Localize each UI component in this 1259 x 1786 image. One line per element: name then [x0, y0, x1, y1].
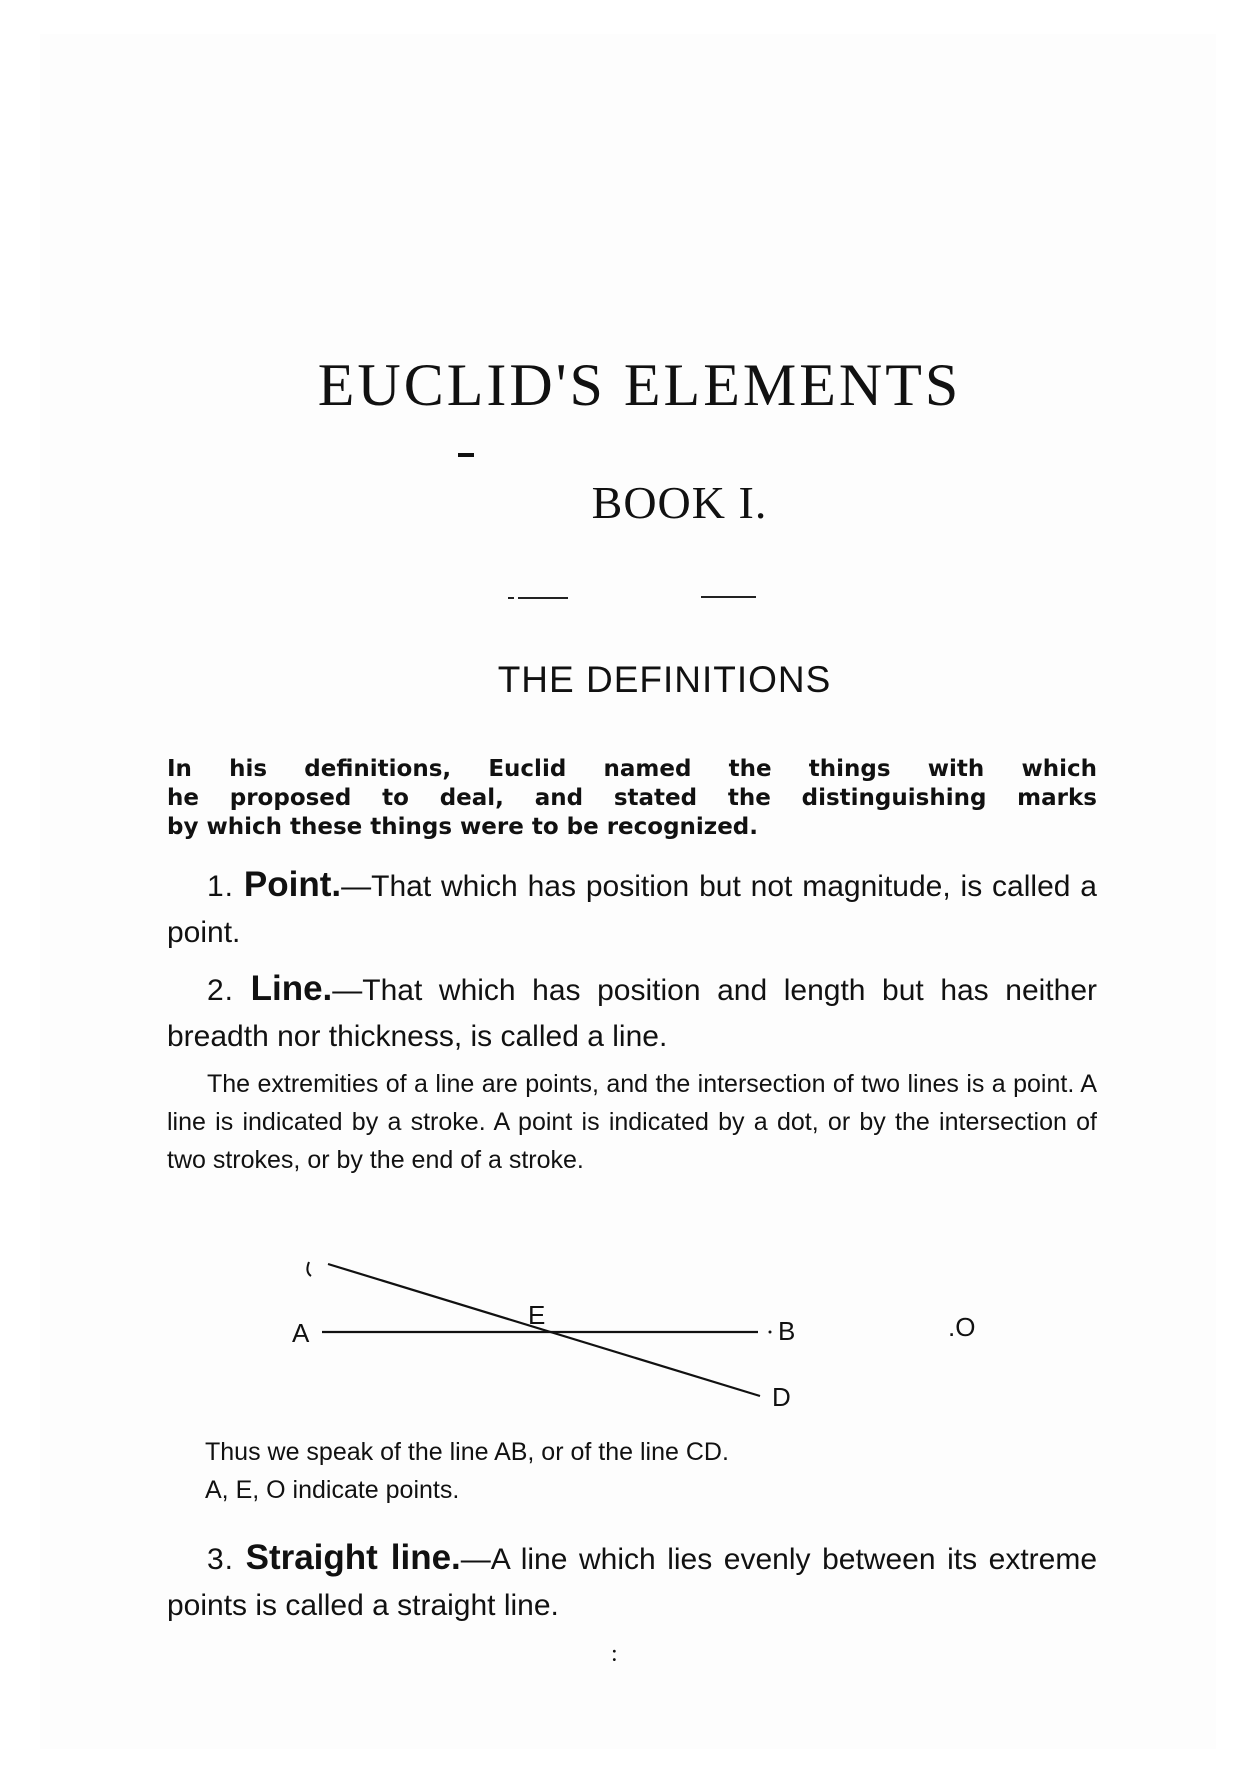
intro-line: he proposed to deal, and stated the distinguishing marks	[167, 785, 1097, 811]
line-ab-end-dot	[769, 1331, 772, 1334]
line-note-paragraph: The extremities of a line are points, and the intersection of two lines is a point. A line is indicated by a stroke. A point is indicated by a dot, or by the intersection of two strokes, or by the end of a stroke.	[167, 1070, 1097, 1174]
separator-rule-dot	[508, 597, 514, 599]
definition-point	[167, 862, 1097, 956]
caption-points: A, E, O indicate points.	[205, 1476, 460, 1504]
definition-number: 3.	[207, 1543, 235, 1576]
label-b: B	[778, 1316, 796, 1346]
intro-line: by which these things were to be recognized.	[167, 814, 758, 840]
page-folio: :	[611, 1641, 618, 1667]
label-e: E	[528, 1300, 546, 1330]
label-o: .O	[948, 1312, 976, 1342]
section-title: THE DEFINITIONS	[497, 659, 832, 700]
separator-rule-right	[701, 596, 756, 598]
definition-text: —That which has position and length but has neither breadth nor thickness, is called a line.	[167, 974, 1097, 1053]
definition-number: 1.	[207, 870, 235, 903]
definition-term: Point.	[243, 865, 342, 904]
label-c-mark	[307, 1262, 311, 1276]
label-a: A	[292, 1318, 310, 1348]
intro-paragraph	[167, 755, 1097, 842]
caption-lines: Thus we speak of the line AB, or of the line CD.	[205, 1438, 729, 1466]
line-cd	[328, 1264, 760, 1396]
definition-straight-line	[167, 1535, 1097, 1629]
definition-term: Line.	[250, 969, 333, 1008]
line-diagram	[280, 1232, 1000, 1412]
separator-rule-left	[518, 597, 568, 599]
book-title: BOOK I.	[591, 477, 768, 528]
definition-line	[167, 966, 1097, 1060]
intro-line: In his definitions, Euclid named the things with which	[167, 756, 1097, 782]
definition-term: Straight line.	[245, 1538, 461, 1577]
title-ornament	[458, 453, 474, 457]
main-title: EUCLID'S ELEMENTS	[317, 352, 962, 418]
definition-text: —A line which lies evenly between its extreme points is called a straight line.	[167, 1543, 1097, 1622]
definition-number: 2.	[207, 974, 235, 1007]
definition-text: —That which has position but not magnitude, is called a point.	[167, 870, 1097, 949]
label-d: D	[772, 1382, 791, 1412]
